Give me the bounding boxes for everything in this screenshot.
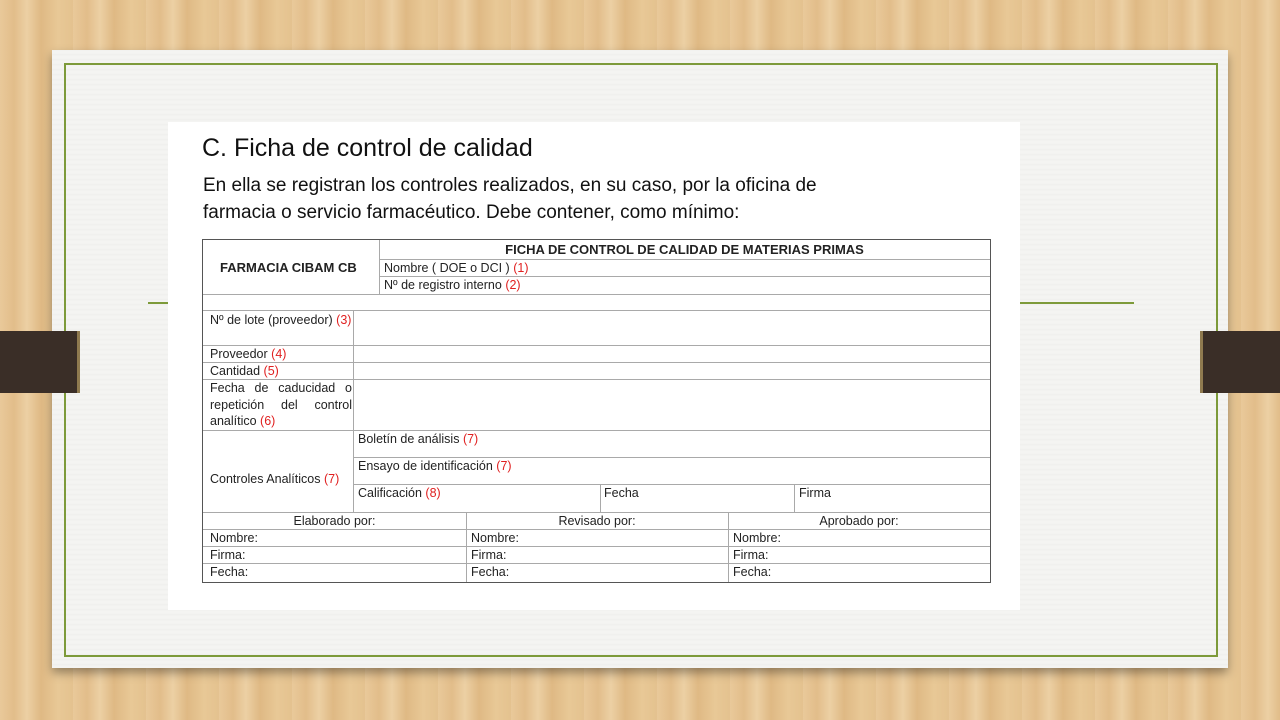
field-ensayo-label: Ensayo de identificación (7) [358, 459, 512, 473]
field-registro-label: Nº de registro interno (2) [384, 278, 521, 292]
section-heading: C. Ficha de control de calidad [202, 134, 533, 162]
aprobado-firma: Firma: [733, 548, 769, 562]
elaborado-fecha: Fecha: [210, 565, 249, 579]
accent-line-right [1018, 302, 1134, 304]
field-proveedor-label: Proveedor (4) [210, 347, 287, 361]
field-cantidad-label: Cantidad (5) [210, 364, 279, 378]
grid-line [600, 484, 601, 512]
field-controles-label: Controles Analíticos (7) [210, 472, 340, 486]
elaborado-firma: Firma: [210, 548, 246, 562]
elaborado-nombre: Nombre: [210, 531, 258, 545]
side-tab-left [0, 331, 80, 393]
aprobado-nombre: Nombre: [733, 531, 781, 545]
grid-line [203, 294, 990, 295]
grid-line [379, 259, 990, 260]
grid-line [353, 310, 354, 512]
revisado-firma: Firma: [471, 548, 507, 562]
field-fecha-label: Fecha [604, 486, 639, 500]
grid-line [203, 310, 990, 311]
field-firma-label: Firma [799, 486, 831, 500]
aprobado-title: Aprobado por: [819, 514, 899, 528]
grid-line [203, 529, 990, 530]
revisado-title: Revisado por: [558, 514, 636, 528]
revisado-fecha: Fecha: [471, 565, 510, 579]
quality-control-form [202, 239, 991, 583]
grid-line [203, 563, 990, 564]
form-title: FICHA DE CONTROL DE CALIDAD DE MATERIAS PRIMAS [505, 242, 864, 257]
grid-line [203, 430, 990, 431]
grid-line [353, 457, 990, 458]
grid-line [203, 512, 990, 513]
revisado-nombre: Nombre: [471, 531, 519, 545]
side-tab-right [1200, 331, 1280, 393]
aprobado-fecha: Fecha: [733, 565, 772, 579]
field-boletin-label: Boletín de análisis (7) [358, 432, 479, 446]
grid-line [353, 484, 990, 485]
grid-line [794, 484, 795, 512]
field-calificacion-label: Calificación (8) [358, 486, 441, 500]
intro-text: En ella se registran los controles realizados, en su caso, por la oficina de farmacia o servicio farmacéutico. Debe contener, como mínimo: [203, 175, 817, 223]
field-caducidad-label: Fecha de caducidad o repetición del control analítico (6) [210, 381, 352, 428]
field-lote-label: Nº de lote (proveedor) (3) [210, 313, 352, 327]
pharmacy-name: FARMACIA CIBAM CB [220, 260, 357, 275]
grid-line [203, 546, 990, 547]
field-nombre-label: Nombre ( DOE o DCI ) (1) [384, 261, 529, 275]
elaborado-title: Elaborado por: [293, 514, 376, 528]
grid-line [379, 276, 990, 277]
